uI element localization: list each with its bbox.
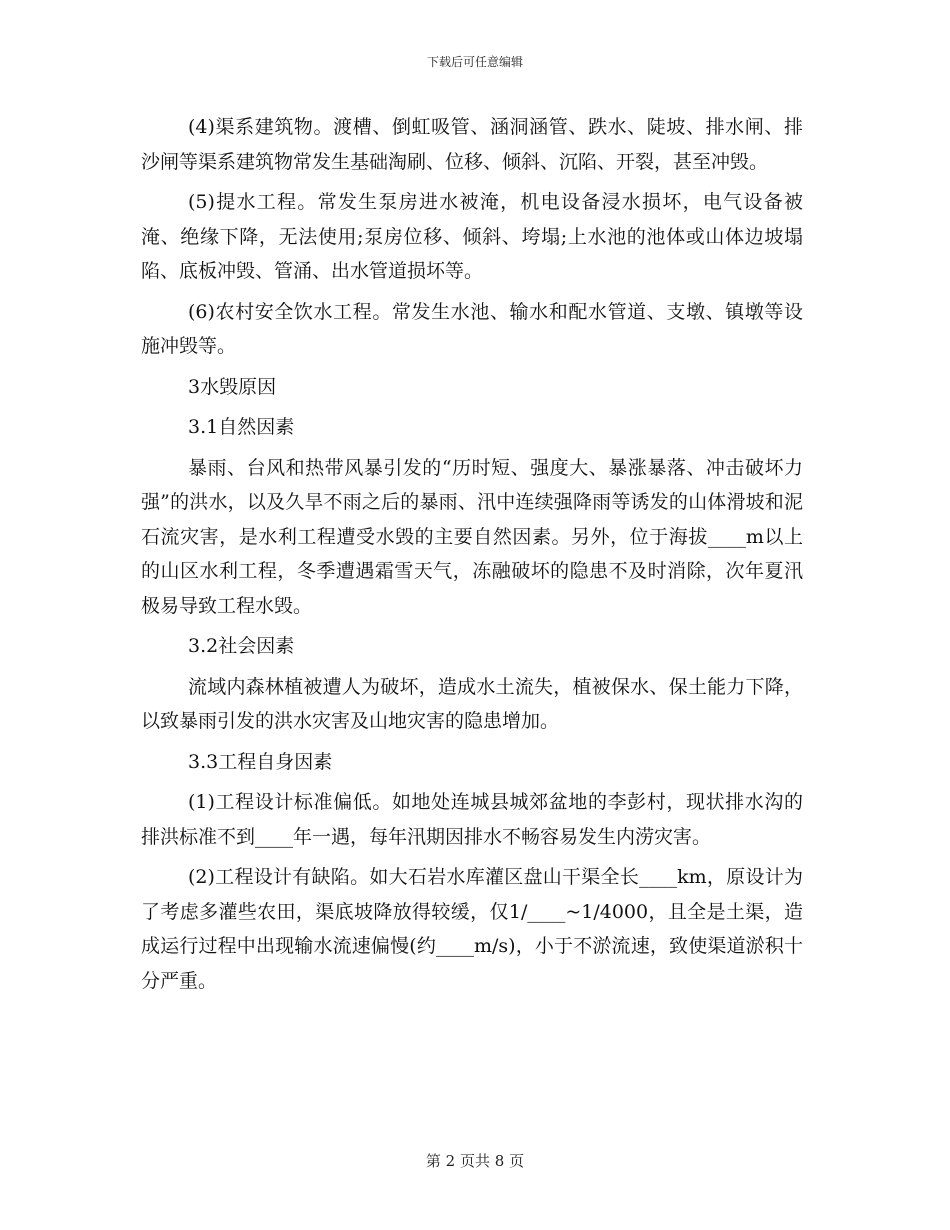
page-header: 下载后可任意编辑 [426,55,523,69]
subsection-heading-social: 3.2社会因素 [188,635,295,657]
paragraph-social-factors: 流域内森林植被遭人为破坏，造成水土流失，植被保水、保土能力下降，以致暴雨引发的洪水灾害及山地灾害的隐患增加。 [141,675,803,732]
paragraph-design-defect: (2)工程设计有缺陷。如大石岩水库灌区盘山干渠全长____km，原设计为了考虑多灌些农田，渠底坡降放得较缓，仅1/____~1/4000，且全是土渠，造成运行过程中出现输水流速偏慢(约____m/s)，小于不淤流速，致使渠道淤积十分严重。 [141,866,803,992]
subsection-heading-natural: 3.1自然因素 [188,416,295,438]
subsection-heading-engineering: 3.3工程自身因素 [188,750,333,773]
page-footer: 第 2 页共 8 页 [425,1152,525,1170]
section-heading-causes: 3水毁原因 [188,375,277,398]
paragraph-design-standard: (1)工程设计标准偏低。如地处连城县城郊盆地的李彭村，现状排水沟的排洪标准不到____年一遇，每年汛期因排水不畅容易发生内涝灾害。 [141,791,803,848]
paragraph-pumping-works: (5)提水工程。常发生泵房进水被淹，机电设备浸水损坏，电气设备被淹、绝缘下降，无法使用;泵房位移、倾斜、垮塌;上水池的池体或山体边坡塌陷、底板冲毁、管涌、出水管道损坏等。 [141,191,803,282]
paragraph-natural-factors: 暴雨、台风和热带风暴引发的“历时短、强度大、暴涨暴落、冲击破坏力强”的洪水，以及久旱不雨之后的暴雨、汛中连续强降雨等诱发的山体滑坡和泥石流灾害，是水利工程遭受水毁的主要自然因素。另外，位于海拔____m以上的山区水利工程，冬季遭遇霜雪天气，冻融破坏的隐患不及时消除，次年夏汛极易导致工程水毁。 [141,456,803,617]
document-body [141,110,803,1004]
paragraph-canal-structures: (4)渠系建筑物。渡槽、倒虹吸管、涵洞涵管、跌水、陡坡、排水闸、排沙闸等渠系建筑物常发生基础淘刷、位移、倾斜、沉陷、开裂，甚至冲毁。 [141,116,803,173]
paragraph-drinking-water: (6)农村安全饮水工程。常发生水池、输水和配水管道、支墩、镇墩等设施冲毁等。 [141,300,803,357]
